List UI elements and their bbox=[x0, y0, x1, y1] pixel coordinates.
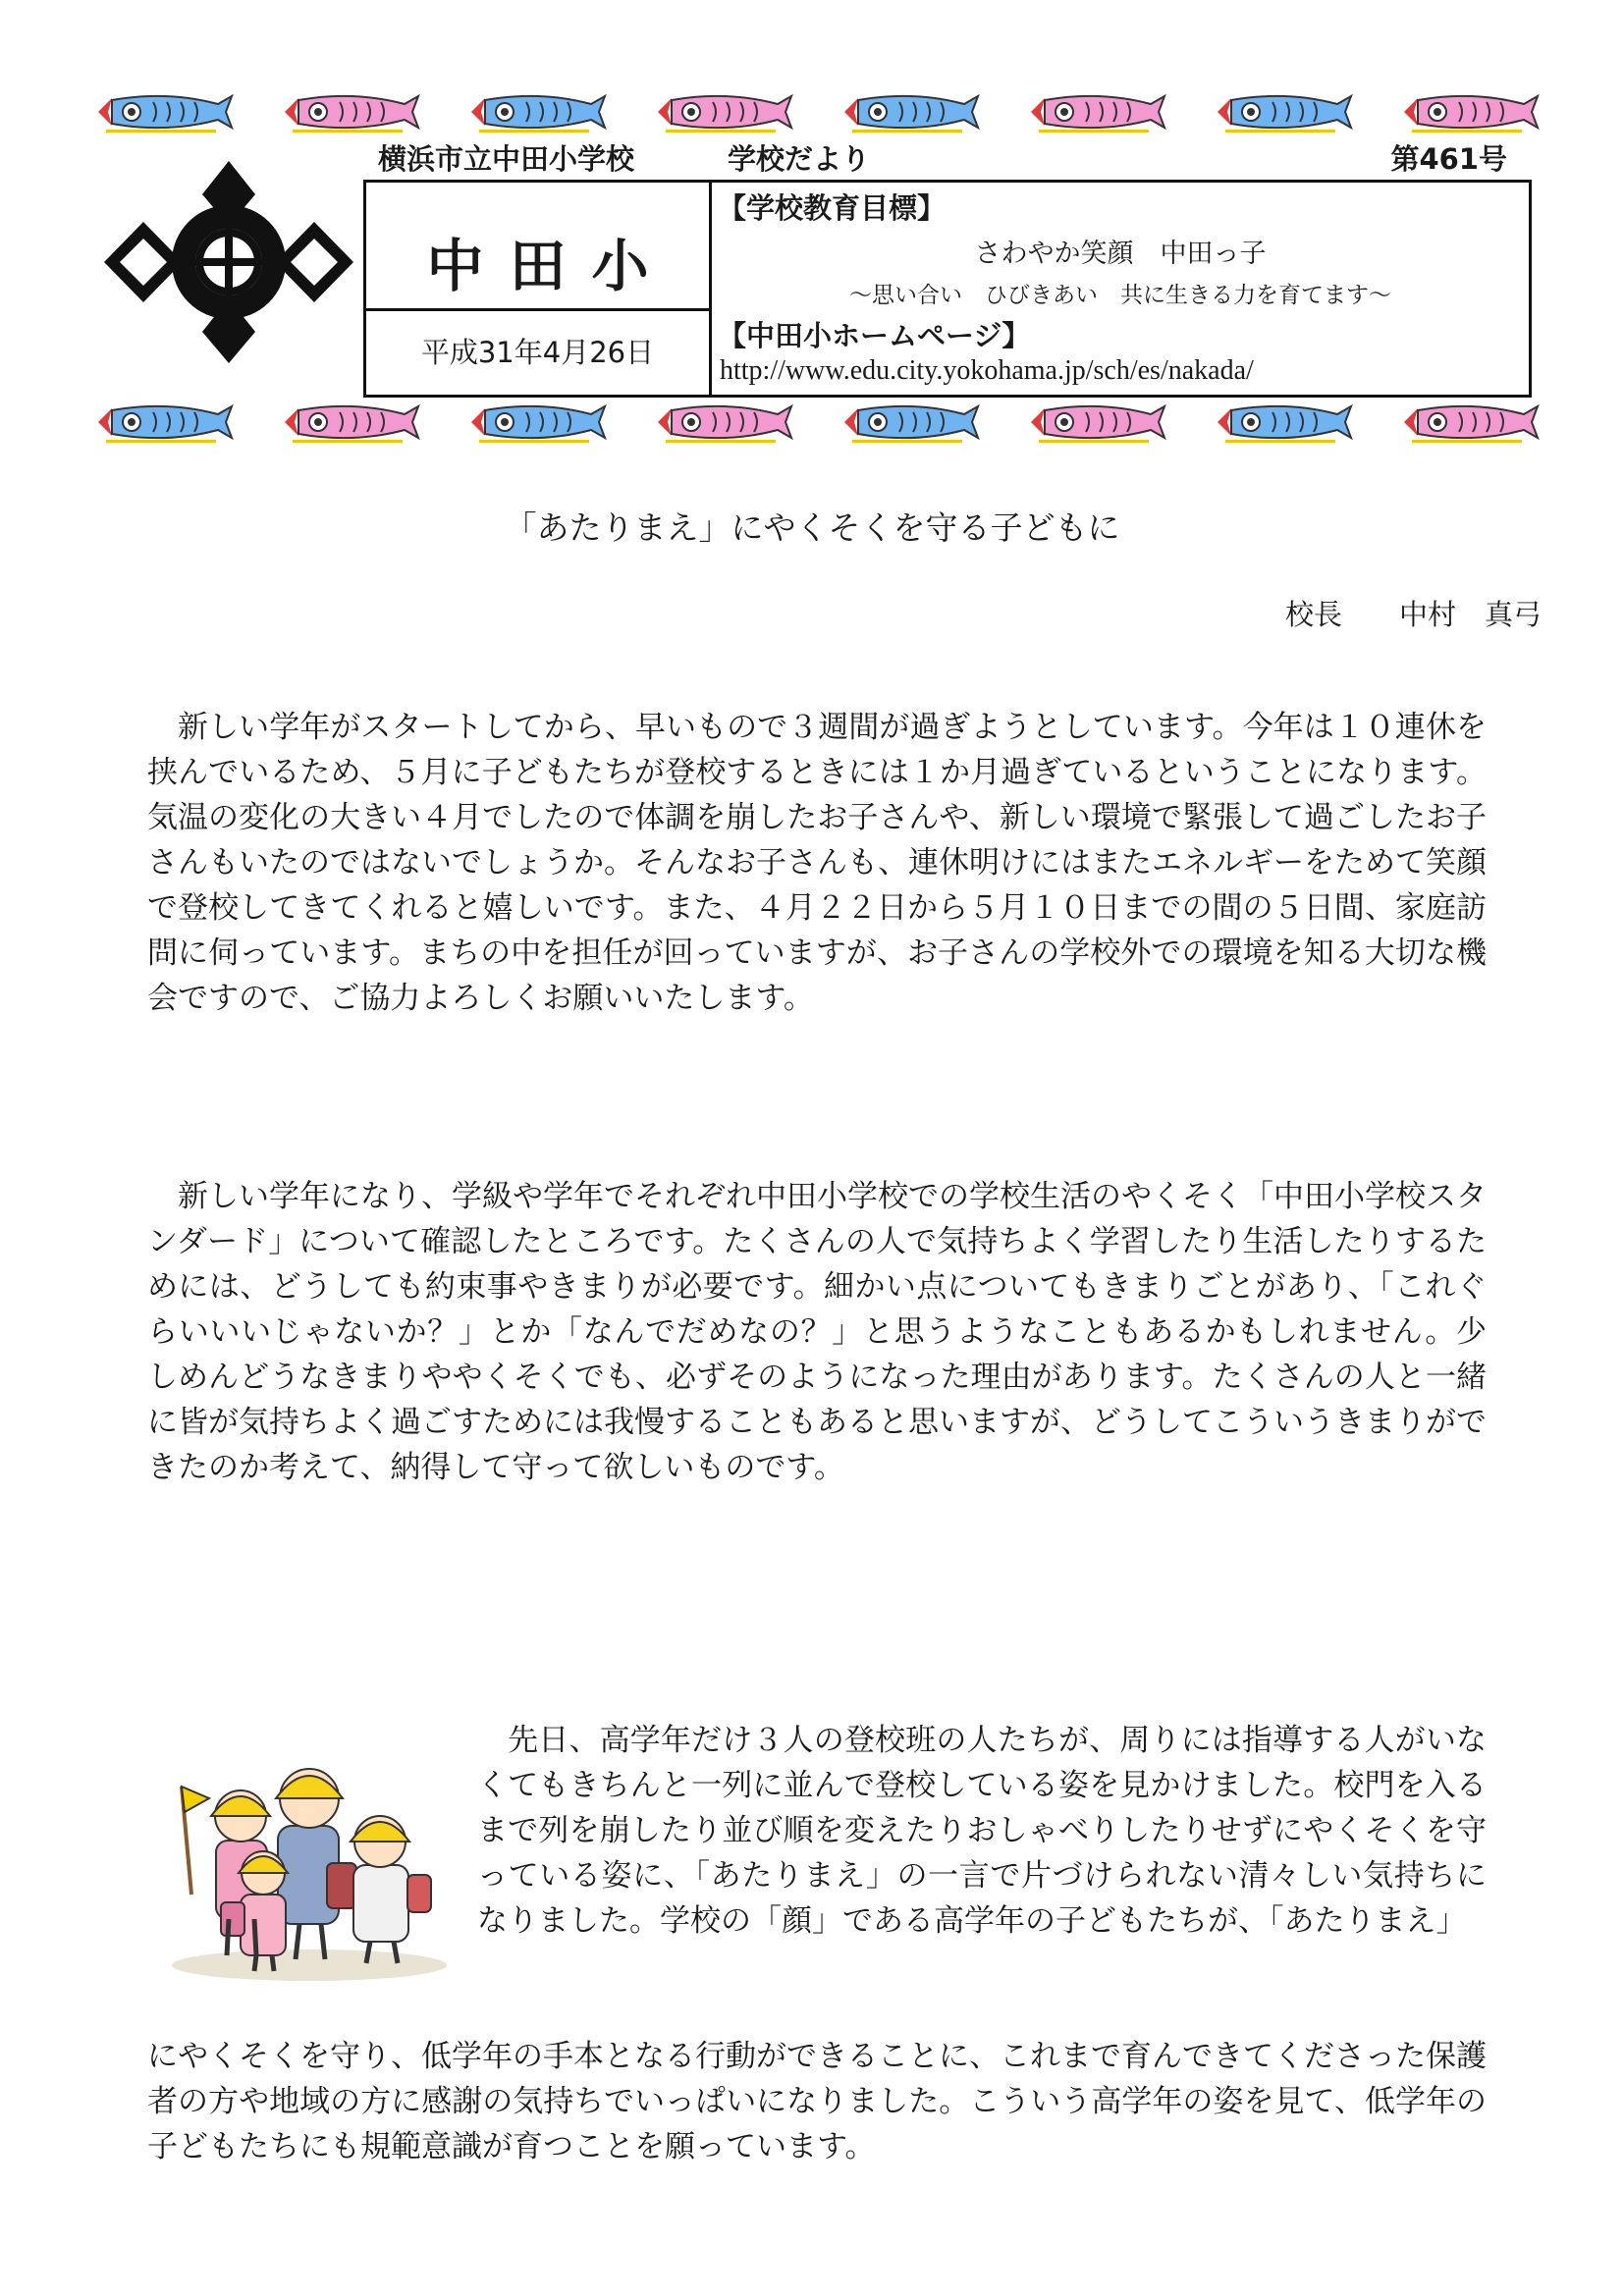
newsletter-name: 学校だより bbox=[728, 142, 871, 176]
koinobori-icon-5 bbox=[1021, 400, 1168, 444]
koinobori-icon-0 bbox=[88, 90, 236, 133]
motto-sub: ～思い合い ひびきあい 共に生きる力を育てます～ bbox=[849, 283, 1391, 308]
paragraph-4: にやくそくを守り、低学年の手本となる行動ができることに、これまで育んできてくださった保護者の方や地域の方に感謝の気持ちでいっぱいになりました。こういう高学年の姿を見て、低学年の子どもたちにも規範意識が育つことを願っています。 bbox=[147, 2039, 1487, 2164]
koinobori-banner-top bbox=[88, 90, 1542, 133]
koinobori-icon-7 bbox=[1394, 90, 1542, 133]
koinobori-icon-6 bbox=[1208, 400, 1355, 444]
motto-main: さわやか笑顔 中田っ子 bbox=[974, 239, 1267, 269]
koinobori-icon-0 bbox=[88, 400, 236, 444]
children-walking-to-school-illustration bbox=[162, 1747, 447, 1983]
issue-number: 第461号 bbox=[1390, 142, 1507, 176]
koinobori-icon-1 bbox=[275, 90, 422, 133]
koinobori-icon-5 bbox=[1021, 90, 1168, 133]
article-author: 校長 中村 真弓 bbox=[1284, 598, 1542, 631]
school-short-name: 中田小 bbox=[426, 233, 675, 299]
header-topline bbox=[378, 137, 1527, 181]
koinobori-icon-2 bbox=[461, 90, 609, 133]
school-info-cell bbox=[712, 183, 1529, 395]
koinobori-icon-2 bbox=[461, 400, 609, 444]
homepage-url[interactable]: http://www.edu.city.yokohama.jp/sch/es/nakada/ bbox=[720, 355, 1254, 386]
homepage-label: 【中田小ホームページ】 bbox=[718, 319, 1031, 352]
header-box bbox=[363, 180, 1532, 398]
paragraph-2: 新しい学年になり、学級や学年でそれぞれ中田小学校での学校生活のやくそく「中田小学校スタンダード」について確認したところです。たくさんの人で気持ちよく学習したり生活したりするためには、どうしても約束事やきまりが必要です。細かい点についてもきまりごとがあり、「これぐらいいいじゃないか？」とか「なんでだめなの？」と思うようなこともあるかもしれません。少しめんどうなきまりややくそくでも、必ずそのようになった理由があります。たくさんの人と一緒に皆が気持ちよく過ごすためには我慢することもあると思いますが、どうしてこういうきまりができたのか考えて、納得して守って欲しいものです。 bbox=[147, 1179, 1487, 1485]
paragraph-3: 先日、高学年だけ３人の登校班の人たちが、周りには指導する人がいなくてもきちんと一列に並んで登校している姿を見かけました。校門を入るまで列を崩したり並び順を変えたりおしゃべりしたりせずにやくそくを守っている姿に、「あたりまえ」の一言で片づけられない清々しい気持ちになりました。学校の「顔」である高学年の子どもたちが、「あたりまえ」 bbox=[477, 1723, 1487, 1939]
koinobori-icon-1 bbox=[275, 400, 422, 444]
school-emblem-icon bbox=[98, 157, 359, 367]
goal-label: 【学校教育目標】 bbox=[718, 191, 947, 225]
koinobori-icon-3 bbox=[648, 90, 795, 133]
koinobori-icon-4 bbox=[835, 90, 982, 133]
koinobori-icon-6 bbox=[1208, 90, 1355, 133]
koinobori-banner-bottom bbox=[88, 400, 1542, 444]
issue-date: 平成31年4月26日 bbox=[366, 308, 709, 395]
paragraph-1: 新しい学年がスタートしてから、早いもので３週間が過ぎようとしています。今年は１０連休を挟んでいるため、５月に子どもたちが登校するときには１か月過ぎているということになります。気温の変化の大きい４月でしたので体調を崩したお子さんや、新しい環境で緊張して過ごしたお子さんもいたのではないでしょうか。そんなお子さんも、連休明けにはまたエネルギーをためて笑顔で登校してきてくれると嬉しいです。また、４月２２日から５月１０日までの間の５日間、家庭訪問に伺っています。まちの中を担任が回っていますが、お子さんの学校外での環境を知る大切な機会ですので、ご協力よろしくお願いいたします。 bbox=[147, 710, 1487, 1016]
school-full-name: 横浜市立中田小学校 bbox=[378, 142, 635, 176]
school-name-cell bbox=[366, 183, 712, 395]
koinobori-icon-7 bbox=[1394, 400, 1542, 444]
koinobori-icon-3 bbox=[648, 400, 795, 444]
article-title: 「あたりまえ」にやくそくを守る子どもに bbox=[504, 508, 1120, 547]
koinobori-icon-4 bbox=[835, 400, 982, 444]
